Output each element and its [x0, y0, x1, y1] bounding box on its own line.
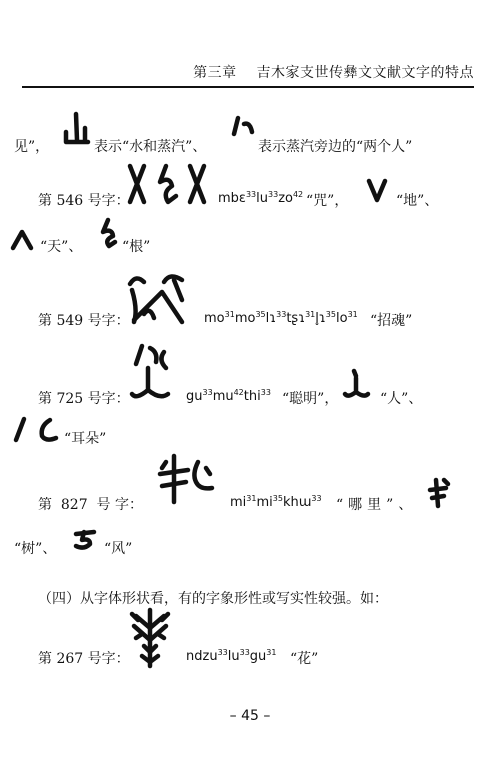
yi-glyph-earth-icon — [366, 178, 388, 204]
char-number: 第 267 号字： — [38, 651, 130, 667]
yi-glyph-mountain-icon — [62, 112, 90, 146]
text-line-7 — [0, 490, 500, 530]
yi-glyph-wind-icon — [72, 526, 98, 552]
phonetic-549: $mo^{31}mo^{35}lɿ^{33}tʂɿ^{31}l̥ɿ^{35}lo^{31}$ — [204, 310, 358, 326]
gloss-tree: “树”、 — [14, 541, 57, 557]
yi-glyph-tree-icon — [426, 476, 450, 508]
yi-glyph-sky-icon — [10, 228, 34, 252]
phonetic-546: $mbɛ^{33}lu^{33}zo^{42}$ — [218, 190, 304, 206]
text-line-8 — [0, 534, 500, 574]
paragraph-text: （四）从字体形状看，有的字象形性或写实性较强。如： — [38, 591, 388, 607]
gloss-546: “咒”， — [306, 193, 349, 209]
yi-glyph-827-icon — [156, 452, 216, 508]
header-rule — [22, 86, 474, 88]
text-line-9 — [0, 584, 500, 624]
yi-glyph-person-icon — [342, 368, 370, 400]
gloss-267: “花” — [290, 651, 319, 667]
char-number: 第 827 号 字： — [38, 497, 143, 513]
text-line-3 — [0, 232, 500, 272]
phonetic-725: $gu^{33}mu^{42}thi^{33}$ — [186, 388, 271, 404]
gloss-wind: “风” — [104, 541, 133, 557]
yi-glyph-root-icon — [98, 218, 118, 248]
yi-glyph-725-icon — [128, 342, 178, 406]
text-line-10 — [0, 644, 500, 684]
yi-glyph-ears-icon — [10, 416, 58, 446]
text-fragment: 表示蒸汽旁边的“两个人” — [258, 139, 413, 155]
gloss-root: “根” — [122, 239, 151, 255]
phonetic-267: $ndzu^{33}lu^{33}gu^{31}$ — [186, 648, 277, 664]
text-fragment: 见”， — [14, 139, 50, 155]
gloss-ears: “耳朵” — [64, 431, 107, 447]
text-line-5 — [0, 384, 500, 424]
char-number: 第 725 号字： — [38, 391, 130, 407]
gloss-earth: “地”、 — [396, 193, 439, 209]
char-number: 第 546 号字： — [38, 193, 130, 209]
phonetic-827: $mi^{31}mi^{35}khɯ^{33}$ — [230, 494, 322, 510]
text-line-4 — [0, 306, 500, 346]
running-header — [22, 62, 474, 82]
text-line-6 — [0, 424, 500, 464]
gloss-sky: “天”、 — [40, 239, 83, 255]
chapter-title: 吉木家支世传彝文文献文字的特点 — [256, 65, 474, 81]
gloss-827: “哪里”、 — [336, 497, 418, 513]
gloss-725: “聪明”， — [282, 391, 339, 407]
gloss-549: “招魂” — [370, 313, 413, 329]
char-number: 第 549 号字： — [38, 313, 130, 329]
text-fragment: 表示“水和蒸汽”、 — [94, 139, 207, 155]
gloss-person: “人”、 — [380, 391, 423, 407]
chapter-label: 第三章 — [193, 65, 237, 81]
yi-glyph-two-persons-icon — [232, 116, 254, 140]
text-line-1 — [0, 130, 500, 170]
yi-glyph-267-icon — [128, 606, 172, 670]
page-number: – 45 – — [229, 708, 271, 724]
yi-glyph-546-icon — [126, 162, 210, 208]
text-line-2 — [0, 186, 500, 226]
yi-glyph-549-icon — [124, 270, 194, 328]
